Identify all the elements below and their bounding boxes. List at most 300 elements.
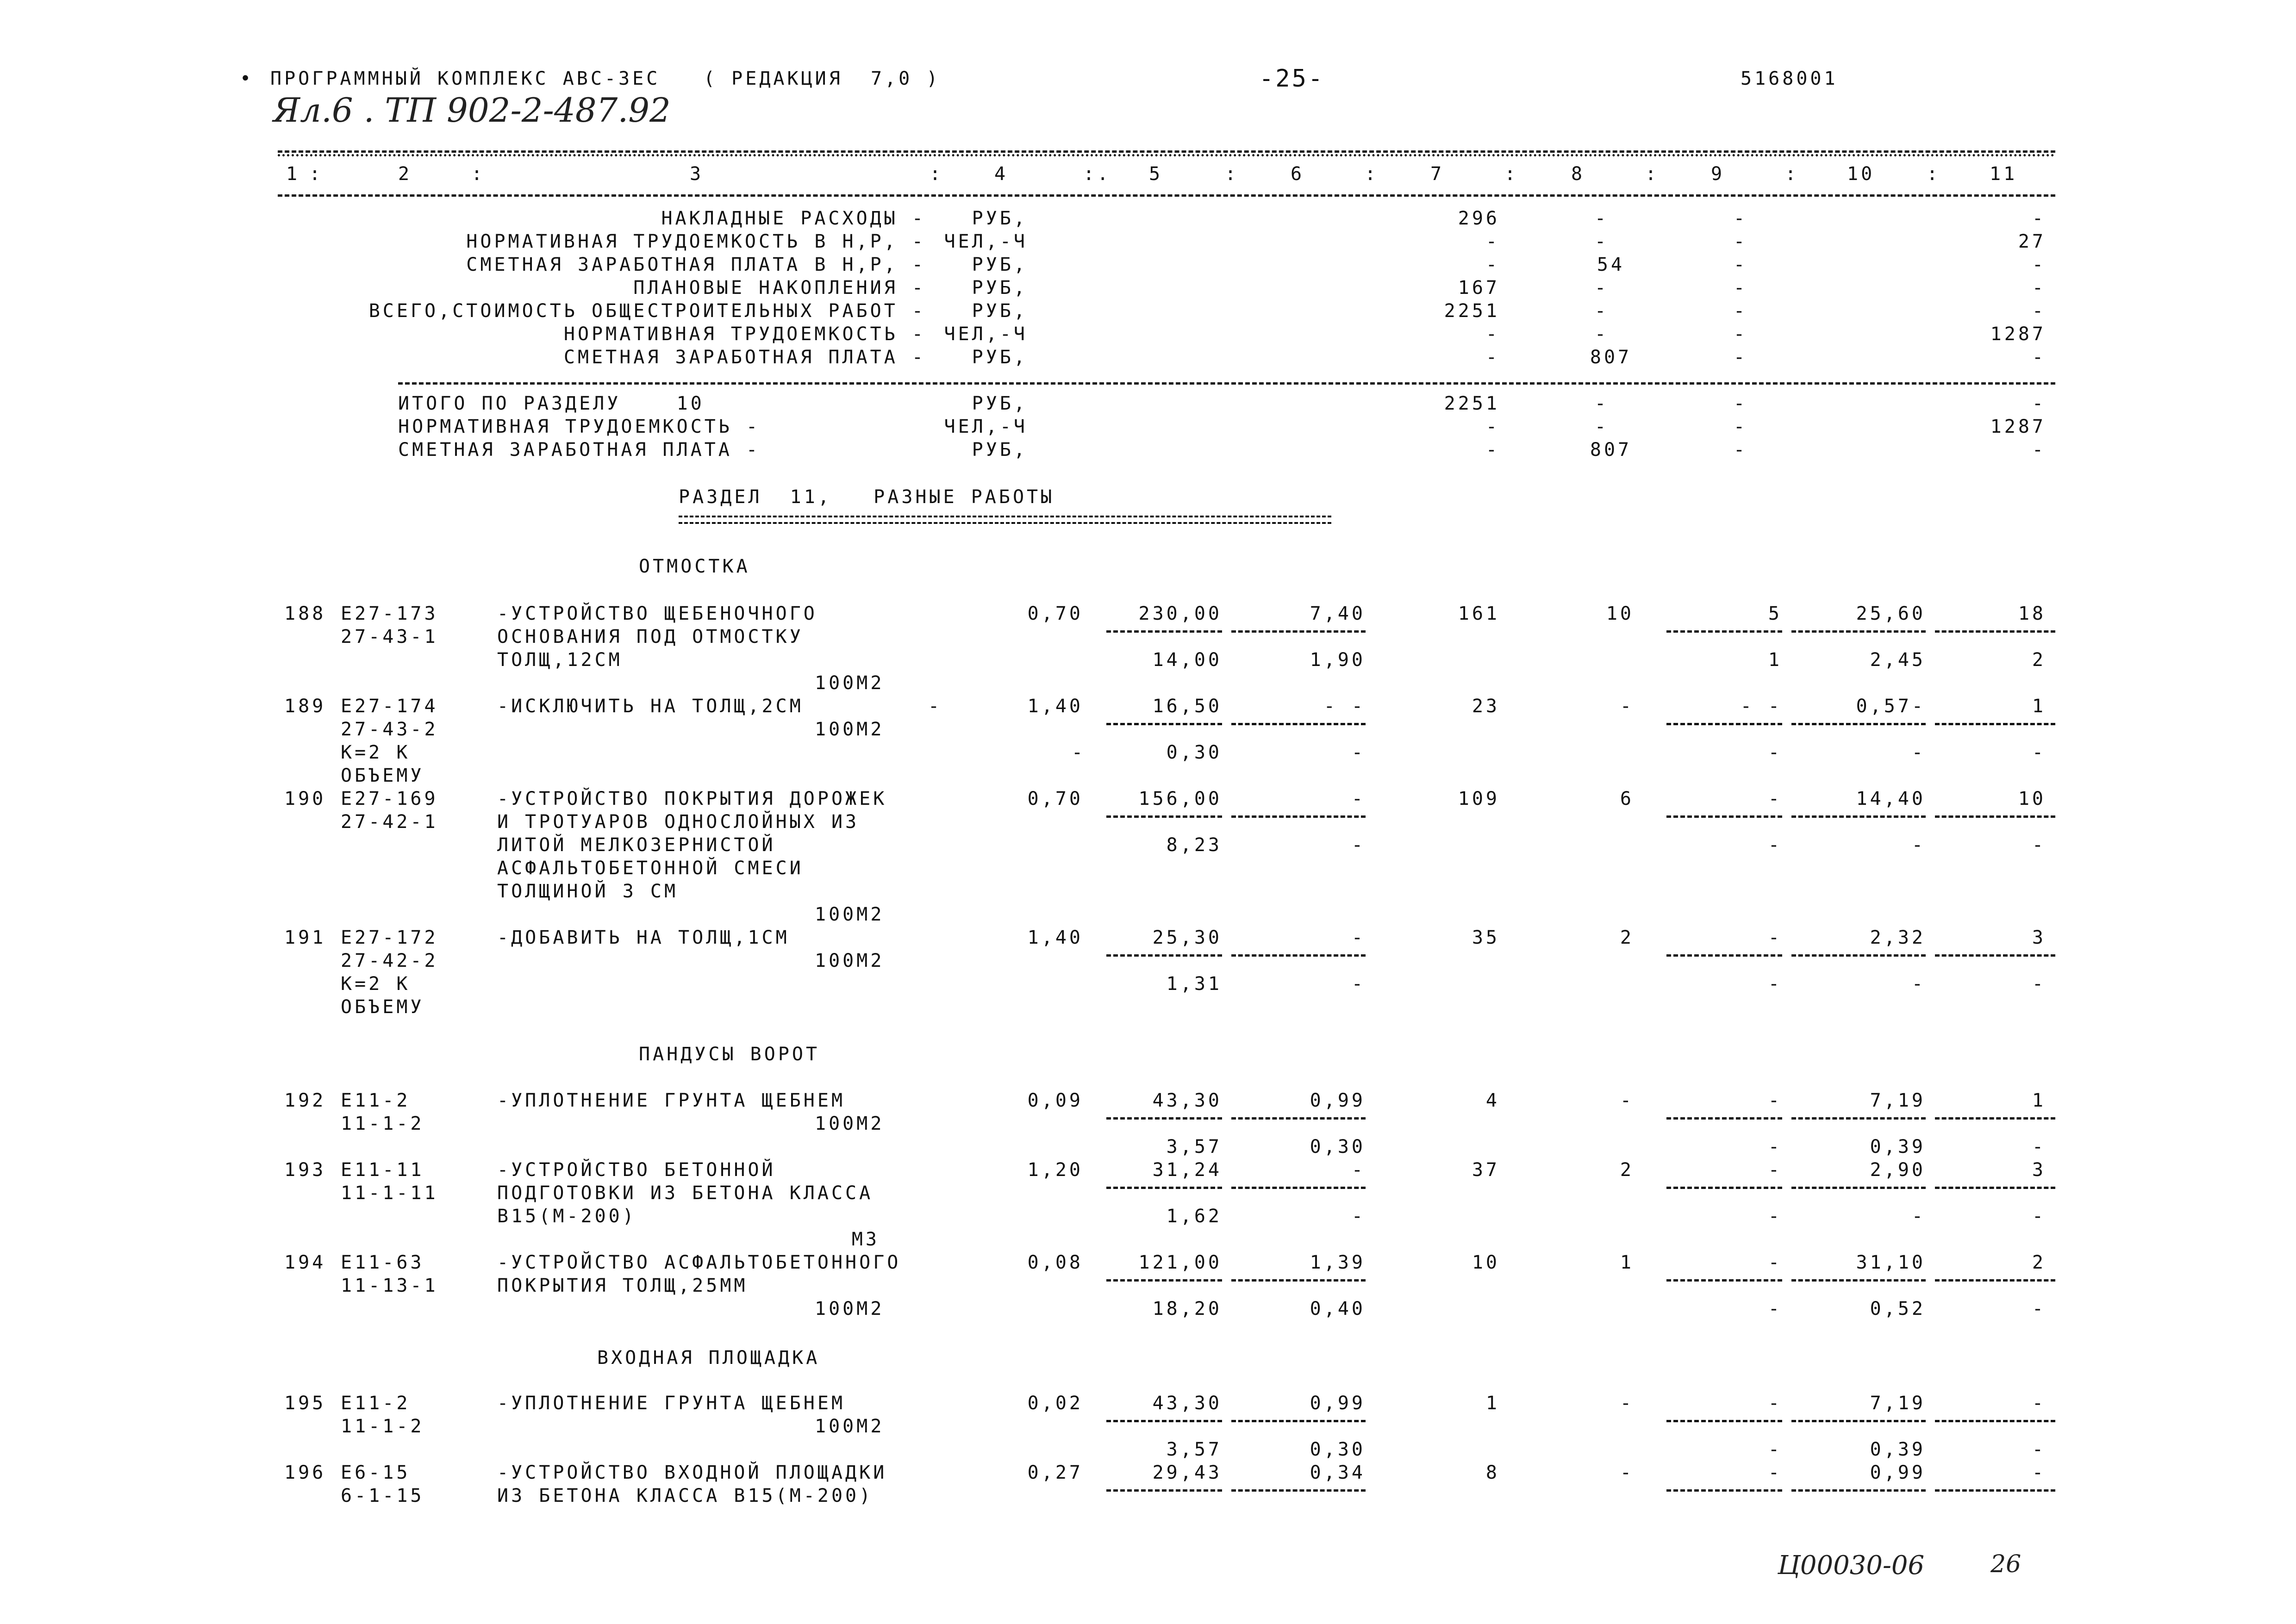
cell-c9: - — [1768, 1252, 1782, 1273]
item-description: ПОДГОТОВКИ ИЗ БЕТОНА КЛАССА — [497, 1182, 873, 1204]
cell-c10: 31,10 — [1856, 1252, 1926, 1273]
cell-c8: - — [1594, 300, 1609, 322]
item-number: 194 — [284, 1252, 326, 1273]
col-separator: :. — [1083, 163, 1111, 185]
cell-c11-sub: - — [2032, 834, 2046, 856]
cell-c9: - — [1733, 439, 1748, 460]
item-number: 192 — [284, 1090, 326, 1111]
col-header-6: 6 — [1291, 163, 1305, 185]
cell-c11-sub: - — [2032, 1206, 2046, 1227]
cell-c11-sub: - — [2032, 1439, 2046, 1460]
cell-divider — [1231, 1187, 1366, 1189]
cell-divider — [1935, 954, 2055, 957]
cell-divider — [1231, 1420, 1366, 1422]
cell-divider — [1231, 723, 1366, 725]
cell-c9: - — [1733, 231, 1748, 252]
cell-c7: 4 — [1485, 1090, 1500, 1111]
cell-c10-sub: - — [1911, 973, 1926, 995]
item-code: ОБЪЕМУ — [341, 996, 424, 1018]
cell-c5: 25,30 — [1152, 927, 1222, 948]
cell-divider — [1231, 630, 1366, 633]
item-unit: М3 — [851, 1229, 880, 1250]
item-code: Е11-11 — [341, 1159, 424, 1181]
cell-c11: 18 — [2018, 603, 2046, 624]
item-number: 191 — [284, 927, 326, 948]
cell-c11: - — [2032, 439, 2046, 460]
cell-c5: 43,30 — [1152, 1393, 1222, 1414]
summary-unit: РУБ, — [972, 254, 1028, 275]
cell-c10-sub: - — [1911, 834, 1926, 856]
summary-unit: ЧЕЛ,-Ч — [944, 324, 1028, 345]
cell-divider — [1666, 815, 1782, 818]
cell-qty-sub: - — [1071, 742, 1086, 763]
cell-c7: - — [1485, 324, 1500, 345]
cell-c11: 3 — [2032, 927, 2046, 948]
item-unit: 100М2 — [815, 1113, 885, 1134]
cell-c6-sub: - — [1351, 973, 1366, 995]
cell-c5-sub: 8,23 — [1166, 834, 1222, 856]
cell-c9: - — [1768, 1393, 1782, 1414]
col-header-5: 5 — [1149, 163, 1163, 185]
header-bottom-rule — [278, 194, 2055, 197]
item-description: -УПЛОТНЕНИЕ ГРУНТА ЩЕБНЕМ — [497, 1090, 846, 1111]
cell-divider — [1106, 630, 1222, 633]
handwritten-reference: Ял.6 . ТП 902-2-487.92 — [273, 91, 671, 130]
cell-divider — [1106, 1489, 1222, 1492]
table-top-rule-2 — [278, 154, 2055, 156]
cell-c9-sub: 1 — [1768, 649, 1782, 671]
item-description: ОСНОВАНИЯ ПОД ОТМОСТКУ — [497, 626, 804, 647]
program-title: ПРОГРАММНЫЙ КОМПЛЕКС АВС-3ЕС — [270, 68, 661, 89]
item-code: 27-43-2 — [341, 719, 438, 740]
item-unit: 100М2 — [815, 1298, 885, 1319]
cell-c8: - — [1594, 393, 1609, 414]
item-code: 27-42-1 — [341, 811, 438, 833]
col-separator: : — [471, 163, 486, 185]
cell-c10: 2,90 — [1870, 1159, 1926, 1181]
cell-c6: 7,40 — [1310, 603, 1366, 624]
cell-c5: 156,00 — [1138, 788, 1222, 809]
cell-c7: 167 — [1458, 277, 1500, 299]
cell-c10: 14,40 — [1856, 788, 1926, 809]
cell-c6: 0,99 — [1310, 1393, 1366, 1414]
bullet-mark: • — [240, 68, 254, 89]
cell-c8: 54 — [1597, 254, 1625, 275]
cell-c6-sub: 0,30 — [1310, 1439, 1366, 1460]
cell-divider — [1106, 954, 1222, 957]
cell-c9-sub: - — [1768, 1298, 1782, 1319]
item-description: ПОКРЫТИЯ ТОЛЩ,25ММ — [497, 1275, 748, 1296]
cell-c6-sub: - — [1351, 742, 1366, 763]
cell-c11: 1 — [2032, 1090, 2046, 1111]
cell-c11: - — [2032, 208, 2046, 229]
cell-c8: 807 — [1590, 439, 1632, 460]
cell-divider — [1666, 1420, 1782, 1422]
cell-c9: - — [1733, 277, 1748, 299]
col-separator: : — [1504, 163, 1519, 185]
cell-c11: - — [2032, 254, 2046, 275]
cell-c6: - — [1351, 1159, 1366, 1181]
cell-c9: - — [1733, 324, 1748, 345]
cell-c6: - - — [1323, 696, 1366, 717]
cell-c7: 109 — [1458, 788, 1500, 809]
cell-c6: 1,39 — [1310, 1252, 1366, 1273]
cell-c5-sub: 3,57 — [1166, 1136, 1222, 1157]
cell-divider — [1935, 630, 2055, 633]
cell-c7: - — [1485, 231, 1500, 252]
cell-c11-sub: - — [2032, 742, 2046, 763]
cell-c11: - — [2032, 393, 2046, 414]
cell-c7: 1 — [1485, 1393, 1500, 1414]
cell-c9: 5 — [1768, 603, 1782, 624]
item-code: Е27-173 — [341, 603, 438, 624]
col-separator: : — [1785, 163, 1799, 185]
item-code: 11-13-1 — [341, 1275, 438, 1296]
cell-c5: 121,00 — [1138, 1252, 1222, 1273]
cell-c11: 10 — [2018, 788, 2046, 809]
cell-c6: - — [1351, 927, 1366, 948]
cell-c6: 0,99 — [1310, 1090, 1366, 1111]
col-header-9: 9 — [1711, 163, 1725, 185]
item-code: 27-43-1 — [341, 626, 438, 647]
summary-label: ПЛАНОВЫЕ НАКОПЛЕНИЯ - — [633, 277, 926, 299]
cell-qty: 0,70 — [1027, 603, 1083, 624]
section-title-underline — [679, 516, 1331, 524]
cell-c8: - — [1594, 416, 1609, 437]
cell-qty: 0,08 — [1027, 1252, 1083, 1273]
cell-c8: - — [1620, 1090, 1634, 1111]
summary-label: СМЕТНАЯ ЗАРАБОТНАЯ ПЛАТА - — [563, 347, 926, 368]
col-separator: : — [1927, 163, 1941, 185]
item-number: 195 — [284, 1393, 326, 1414]
cell-c10: 7,19 — [1870, 1090, 1926, 1111]
cell-c11: 1 — [2032, 696, 2046, 717]
cell-c9: - — [1733, 208, 1748, 229]
cell-c5-sub: 3,57 — [1166, 1439, 1222, 1460]
summary-label: НАКЛАДНЫЕ РАСХОДЫ - — [661, 208, 926, 229]
cell-c11-sub: 2 — [2032, 649, 2046, 671]
cell-c11: - — [2032, 347, 2046, 368]
col-header-2: 2 — [398, 163, 412, 185]
cell-divider — [1666, 954, 1782, 957]
cell-c8: 1 — [1620, 1252, 1634, 1273]
cell-c10: 0,99 — [1870, 1462, 1926, 1483]
cell-divider — [1791, 1279, 1926, 1282]
cell-c11: - — [2032, 1393, 2046, 1414]
item-code: 27-42-2 — [341, 950, 438, 971]
cell-divider — [1666, 1117, 1782, 1120]
total-label: СМЕТНАЯ ЗАРАБОТНАЯ ПЛАТА - — [398, 439, 761, 460]
item-number: 188 — [284, 603, 326, 624]
cell-divider — [1791, 1489, 1926, 1492]
cell-c11: - — [2032, 277, 2046, 299]
summary-unit: РУБ, — [972, 277, 1028, 299]
cell-c7: 35 — [1472, 927, 1500, 948]
cell-divider — [1791, 630, 1926, 633]
summary-unit: ЧЕЛ,-Ч — [944, 231, 1028, 252]
item-description: АСФАЛЬТОБЕТОННОЙ СМЕСИ — [497, 858, 804, 879]
item-code: Е11-2 — [341, 1090, 411, 1111]
item-description: -УПЛОТНЕНИЕ ГРУНТА ЩЕБНЕМ — [497, 1393, 846, 1414]
cell-c11-sub: - — [2032, 973, 2046, 995]
item-description: -УСТРОЙСТВО ПОКРЫТИЯ ДОРОЖЕК — [497, 788, 887, 809]
cell-divider — [1231, 1279, 1366, 1282]
item-description: В15(М-200) — [497, 1206, 636, 1227]
total-unit: ЧЕЛ,-Ч — [944, 416, 1028, 437]
cell-divider — [1791, 815, 1926, 818]
cell-c9-sub: - — [1768, 742, 1782, 763]
cell-c11-sub: - — [2032, 1298, 2046, 1319]
cell-c11: 3 — [2032, 1159, 2046, 1181]
col-header-11: 11 — [1990, 163, 2018, 185]
cell-divider — [1106, 1117, 1222, 1120]
item-number: 193 — [284, 1159, 326, 1181]
cell-c8: - — [1594, 277, 1609, 299]
item-code: Е27-174 — [341, 696, 438, 717]
summary-unit: РУБ, — [972, 300, 1028, 322]
total-unit: РУБ, — [972, 393, 1028, 414]
cell-c6: 0,34 — [1310, 1462, 1366, 1483]
cell-c6: - — [1351, 788, 1366, 809]
cell-c10: 25,60 — [1856, 603, 1926, 624]
item-description: ТОЛЩИНОЙ 3 СМ — [497, 881, 679, 902]
item-unit: 100М2 — [815, 950, 885, 971]
subsection-pandusy: ПАНДУСЫ ВОРОТ — [639, 1044, 820, 1065]
cell-divider — [1231, 1117, 1366, 1120]
cell-c6-sub: 0,30 — [1310, 1136, 1366, 1157]
item-code: 6-1-15 — [341, 1485, 424, 1506]
col-separator: : — [309, 163, 324, 185]
cell-divider — [1666, 723, 1782, 725]
col-header-3: 3 — [690, 163, 704, 185]
cell-c10-sub: 2,45 — [1870, 649, 1926, 671]
cell-qty: 0,27 — [1027, 1462, 1083, 1483]
col-header-7: 7 — [1430, 163, 1445, 185]
cell-c7: - — [1485, 439, 1500, 460]
cell-divider — [1106, 1279, 1222, 1282]
cell-c9: - — [1733, 416, 1748, 437]
cell-qty: 1,20 — [1027, 1159, 1083, 1181]
cell-divider — [1935, 1489, 2055, 1492]
cell-divider — [1791, 1420, 1926, 1422]
item-unit: 100М2 — [815, 904, 885, 925]
cell-c5-sub: 1,31 — [1166, 973, 1222, 995]
cell-divider — [1791, 1187, 1926, 1189]
cell-c10-sub: 0,52 — [1870, 1298, 1926, 1319]
cell-c10-sub: 0,39 — [1870, 1439, 1926, 1460]
col-separator: : — [1225, 163, 1239, 185]
cell-qty: 0,09 — [1027, 1090, 1083, 1111]
cell-c10: 2,32 — [1870, 927, 1926, 948]
cell-c9: - — [1768, 788, 1782, 809]
col-header-1: 1 — [286, 163, 300, 185]
cell-divider — [1106, 1187, 1222, 1189]
handwritten-footer-page: 26 — [1990, 1550, 2021, 1578]
cell-divider — [1935, 1420, 2055, 1422]
cell-divider — [1106, 815, 1222, 818]
item-unit: 100М2 — [815, 719, 885, 740]
item-code: ОБЪЕМУ — [341, 765, 424, 786]
col-header-8: 8 — [1571, 163, 1585, 185]
cell-c11: 2 — [2032, 1252, 2046, 1273]
item-code: 11-1-2 — [341, 1416, 424, 1437]
cell-c8: - — [1620, 1462, 1634, 1483]
summary-unit: РУБ, — [972, 347, 1028, 368]
cell-c5: 43,30 — [1152, 1090, 1222, 1111]
summary-label: ВСЕГО,СТОИМОСТЬ ОБЩЕСТРОИТЕЛЬНЫХ РАБОТ - — [368, 300, 926, 322]
cell-c7: 10 — [1472, 1252, 1500, 1273]
cell-c8: 10 — [1606, 603, 1634, 624]
cell-c9-sub: - — [1768, 1136, 1782, 1157]
edition-label: ( РЕДАКЦИЯ 7,0 ) — [704, 68, 941, 89]
cell-c7: 161 — [1458, 603, 1500, 624]
cell-c9: - — [1768, 927, 1782, 948]
cell-divider — [1935, 1117, 2055, 1120]
item-code: Е27-169 — [341, 788, 438, 809]
cell-c7: 23 — [1472, 696, 1500, 717]
item-code: Е11-63 — [341, 1252, 424, 1273]
cell-c5: 16,50 — [1152, 696, 1222, 717]
cell-qty: 0,70 — [1027, 788, 1083, 809]
item-code: 11-1-2 — [341, 1113, 424, 1134]
cell-c10: 7,19 — [1870, 1393, 1926, 1414]
page-number: -25- — [1259, 65, 1325, 93]
cell-c5-sub: 18,20 — [1152, 1298, 1222, 1319]
item-description: ТОЛЩ,12СМ — [497, 649, 623, 671]
cell-divider — [1231, 954, 1366, 957]
cell-c8: - — [1620, 696, 1634, 717]
cell-c8: 807 — [1590, 347, 1632, 368]
cell-c6-sub: - — [1351, 1206, 1366, 1227]
item-code: К=2 К — [341, 973, 411, 995]
item-description: -УСТРОЙСТВО ЩЕБЕНОЧНОГО — [497, 603, 817, 624]
col-separator: : — [1365, 163, 1379, 185]
cell-qty: 1,40 — [1027, 696, 1083, 717]
cell-qty: 1,40 — [1027, 927, 1083, 948]
item-description: ИЗ БЕТОНА КЛАССА В15(М-200) — [497, 1485, 873, 1506]
item-code: Е11-2 — [341, 1393, 411, 1414]
cell-c9: - — [1768, 1159, 1782, 1181]
col-header-10: 10 — [1847, 163, 1875, 185]
cell-c5: 31,24 — [1152, 1159, 1222, 1181]
cell-c10-sub: - — [1911, 1206, 1926, 1227]
item-description: -ДОБАВИТЬ НА ТОЛЩ,1СМ — [497, 927, 790, 948]
handwritten-footer-code: Ц00030-06 — [1778, 1550, 1925, 1580]
cell-divider — [1106, 723, 1222, 725]
table-top-rule — [278, 150, 2055, 153]
item-description: -ИСКЛЮЧИТЬ НА ТОЛЩ,2СМ — [497, 696, 804, 717]
item-code: Е6-15 — [341, 1462, 411, 1483]
item-description: ЛИТОЙ МЕЛКОЗЕРНИСТОЙ — [497, 834, 776, 856]
cell-c9: - — [1768, 1090, 1782, 1111]
cell-c9-sub: - — [1768, 834, 1782, 856]
item-code: К=2 К — [341, 742, 411, 763]
summary-label: НОРМАТИВНАЯ ТРУДОЕМКОСТЬ - — [563, 324, 926, 345]
cell-c10-sub: - — [1911, 742, 1926, 763]
cell-c9-sub: - — [1768, 1439, 1782, 1460]
cell-c11: 1287 — [1990, 416, 2046, 437]
cell-c7: - — [1485, 254, 1500, 275]
item-code: Е27-172 — [341, 927, 438, 948]
cell-c6-sub: - — [1351, 834, 1366, 856]
item-description: -УСТРОЙСТВО АСФАЛЬТОБЕТОННОГО — [497, 1252, 901, 1273]
cell-divider — [1666, 1187, 1782, 1189]
cell-c5: 230,00 — [1138, 603, 1222, 624]
doc-code: 5168001 — [1741, 68, 1838, 89]
cell-divider — [1791, 723, 1926, 725]
cell-c11: - — [2032, 1462, 2046, 1483]
cell-divider — [1666, 1279, 1782, 1282]
cell-c11: - — [2032, 300, 2046, 322]
item-description: -УСТРОЙСТВО БЕТОННОЙ — [497, 1159, 776, 1181]
cell-c5-sub: 1,62 — [1166, 1206, 1222, 1227]
summary-label: СМЕТНАЯ ЗАРАБОТНАЯ ПЛАТА В Н,Р, - — [466, 254, 926, 275]
cell-c10: 0,57- — [1856, 696, 1926, 717]
cell-c9-sub: - — [1768, 1206, 1782, 1227]
cell-c9: - — [1733, 254, 1748, 275]
cell-divider — [1106, 1420, 1222, 1422]
item-number: 189 — [284, 696, 326, 717]
subsection-ploshchadka: ВХОДНАЯ ПЛОЩАДКА — [597, 1347, 820, 1369]
cell-c8: 2 — [1620, 1159, 1634, 1181]
cell-c11-sub: - — [2032, 1136, 2046, 1157]
item-number: 196 — [284, 1462, 326, 1483]
cell-c5-sub: 0,30 — [1166, 742, 1222, 763]
totals-rule — [398, 382, 2055, 385]
total-label: НОРМАТИВНАЯ ТРУДОЕМКОСТЬ - — [398, 416, 761, 437]
section-title: РАЗДЕЛ 11, РАЗНЫЕ РАБОТЫ — [679, 486, 1055, 508]
cell-divider — [1231, 1489, 1366, 1492]
item-number: 190 — [284, 788, 326, 809]
item-negative-mark: - — [928, 696, 942, 717]
item-code: 11-1-11 — [341, 1182, 438, 1204]
cell-c6-sub: 0,40 — [1310, 1298, 1366, 1319]
cell-c9: - — [1768, 1462, 1782, 1483]
cell-c11: 1287 — [1990, 324, 2046, 345]
cell-c9: - - — [1740, 696, 1782, 717]
item-unit: 100М2 — [815, 672, 885, 694]
cell-divider — [1791, 1117, 1926, 1120]
cell-c8: - — [1594, 231, 1609, 252]
total-label: ИТОГО ПО РАЗДЕЛУ 10 — [398, 393, 705, 414]
cell-c8: - — [1594, 208, 1609, 229]
cell-c9-sub: - — [1768, 973, 1782, 995]
cell-c7: 2251 — [1444, 300, 1500, 322]
cell-c6-sub: 1,90 — [1310, 649, 1366, 671]
total-unit: РУБ, — [972, 439, 1028, 460]
cell-c8: - — [1620, 1393, 1634, 1414]
cell-c10-sub: 0,39 — [1870, 1136, 1926, 1157]
cell-divider — [1935, 1279, 2055, 1282]
cell-divider — [1935, 723, 2055, 725]
cell-c11: 27 — [2018, 231, 2046, 252]
cell-divider — [1666, 1489, 1782, 1492]
item-description: И ТРОТУАРОВ ОДНОСЛОЙНЫХ ИЗ — [497, 811, 860, 833]
cell-c7: 37 — [1472, 1159, 1500, 1181]
cell-c7: - — [1485, 416, 1500, 437]
cell-c8: 6 — [1620, 788, 1634, 809]
item-description: -УСТРОЙСТВО ВХОДНОЙ ПЛОЩАДКИ — [497, 1462, 887, 1483]
cell-c7: - — [1485, 347, 1500, 368]
cell-divider — [1935, 815, 2055, 818]
col-separator: : — [1645, 163, 1660, 185]
cell-c7: 2251 — [1444, 393, 1500, 414]
col-header-4: 4 — [994, 163, 1009, 185]
cell-c9: - — [1733, 300, 1748, 322]
cell-c9: - — [1733, 393, 1748, 414]
item-unit: 100М2 — [815, 1416, 885, 1437]
cell-c8: - — [1594, 324, 1609, 345]
